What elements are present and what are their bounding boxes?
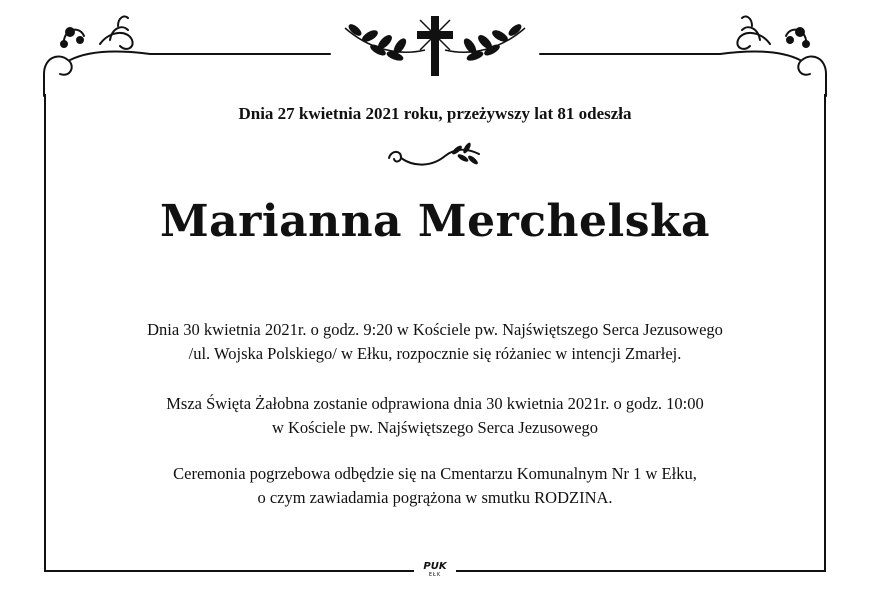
mass-line-1: Msza Święta Żałobna zostanie odprawiona dnia 30 kwietnia 2021r. o godz. 10:00 [166,394,704,413]
right-corner-flourish-icon [540,16,826,96]
intro-text: Dnia 27 kwietnia 2021 roku, przeżywszy lat 81 odeszła [238,104,632,123]
left-corner-flourish-icon [44,16,330,96]
ceremony-paragraph [44,462,826,510]
rosary-paragraph [44,318,826,366]
top-ornament [0,0,870,100]
puk-logo [416,561,454,583]
logo-sub-text: EŁK [428,572,442,578]
rosary-line-2: /ul. Wojska Polskiego/ w Ełku, rozpocznie się różaniec w intencji Zmarłej. [188,344,682,363]
cross-icon [417,16,453,76]
ceremony-line-2: o czym zawiadamia pogrążona w smutku RODZINA. [257,488,613,507]
mass-line-2: w Kościele pw. Najświętszego Serca Jezusowego [271,418,599,437]
mass-paragraph [44,392,826,440]
bottom-border-right [456,570,826,572]
ceremony-line-1: Ceremonia pogrzebowa odbędzie się na Cmentarzu Komunalnym Nr 1 w Ełku, [173,464,697,483]
rosary-line-1: Dnia 30 kwietnia 2021r. o godz. 9:20 w Kościele pw. Najświętszego Serca Jezusowego [147,320,723,339]
bottom-border-left [44,570,414,572]
logo-main-text: PUK [423,561,447,572]
deceased-name: Marianna Merchelska [159,196,711,247]
leaf-divider-icon [385,142,485,174]
